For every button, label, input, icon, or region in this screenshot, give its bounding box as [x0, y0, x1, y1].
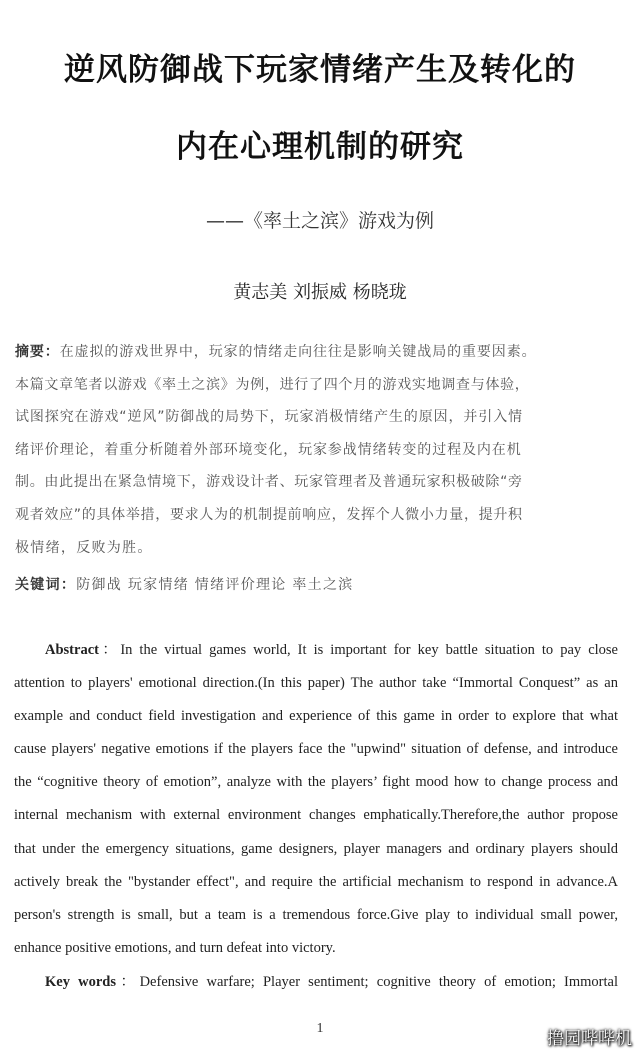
abstract-cn-line: 极情绪，反败为胜。 — [15, 539, 153, 556]
abstract-chinese — [15, 342, 627, 570]
abstract-en-line: enhance positive emotions, and turn defeat into victory. — [14, 939, 336, 956]
paper-authors: 黄志美 刘振威 杨晓珑 — [233, 282, 407, 303]
abstract-cn-line: 绪评价理论，着重分析随着外部环境变化，玩家参战情绪转变的过程及内在机 — [15, 441, 522, 458]
abstract-en-line: actively break the "bystander effect", and require the artificial mechanism to respond in advance.A — [14, 873, 618, 890]
paper-title-line-2: 内在心理机制的研究 — [176, 129, 464, 165]
keywords-chinese — [15, 574, 354, 594]
abstract-en-line: attention to players' emotional direction.(In this paper) The author take “Immortal Conquest” as an — [14, 675, 618, 692]
abstract-cn-line: 观者效应”的具体举措，要求人为的机制提前响应，发挥个人微小力量，提升积 — [15, 506, 523, 523]
paper-title-line-1: 逆风防御战下玩家情绪产生及转化的 — [64, 52, 576, 88]
abstract-en-line — [14, 640, 618, 673]
keywords-english — [14, 972, 618, 1005]
watermark: 撸园哔哔机 — [547, 1029, 632, 1049]
keywords-cn-label: 关键词： — [15, 577, 77, 593]
page-number: 1 — [316, 1021, 324, 1036]
keywords-cn-text: 防御战 玩家情绪 情绪评价理论 率土之滨 — [76, 577, 354, 593]
paper-subtitle: ——《率土之滨》游戏为例 — [205, 210, 434, 232]
abstract-en-line: example and conduct field investigation and experience of this game in order to explore that what — [14, 708, 618, 725]
abstract-cn-line — [15, 342, 627, 375]
abstract-en-line: person's strength is small, but a team is a tremendous force.Give play to individual small power, — [14, 906, 618, 923]
abstract-en-line: the “cognitive theory of emotion”, analyze with the players’ fight mood how to change process and — [14, 774, 618, 791]
abstract-cn-text: 在虚拟的游戏世界中，玩家的情绪走向往往是影响关键战局的重要因素。 — [59, 344, 537, 360]
abstract-cn-line: 制。由此提出在紧急情境下，游戏设计者、玩家管理者及普通玩家积极破除“旁 — [15, 474, 523, 491]
keywords-en-separator: ： — [116, 974, 140, 990]
abstract-en-separator: ： — [98, 642, 121, 658]
abstract-en-label: Abstract — [45, 642, 99, 658]
abstract-en-line: cause players' negative emotions if the players face the "upwind" situation of defense, and introduce — [14, 741, 618, 758]
abstract-cn-label: 摘要： — [15, 344, 60, 360]
abstract-en-text: In the virtual games world, It is important for key battle situation to pay close — [120, 642, 618, 658]
keywords-en-label: Key words — [45, 974, 116, 990]
abstract-en-line: internal mechanism with external environment changes emphatically.Therefore,the author propose — [14, 807, 618, 824]
abstract-en-line: that under the emergency situations, game designers, player managers and ordinary players should — [14, 840, 618, 857]
abstract-cn-line: 本篇文章笔者以游戏《率土之滨》为例，进行了四个月的游戏实地调查与体验， — [15, 376, 530, 393]
abstract-cn-line: 试图探究在游戏“逆风”防御战的局势下，玩家消极情绪产生的原因，并引入情 — [15, 409, 524, 426]
keywords-en-text: Defensive warfare; Player sentiment; cognitive theory of emotion; Immortal — [139, 974, 618, 990]
keywords-en-line — [14, 972, 618, 1005]
abstract-english — [14, 640, 618, 971]
